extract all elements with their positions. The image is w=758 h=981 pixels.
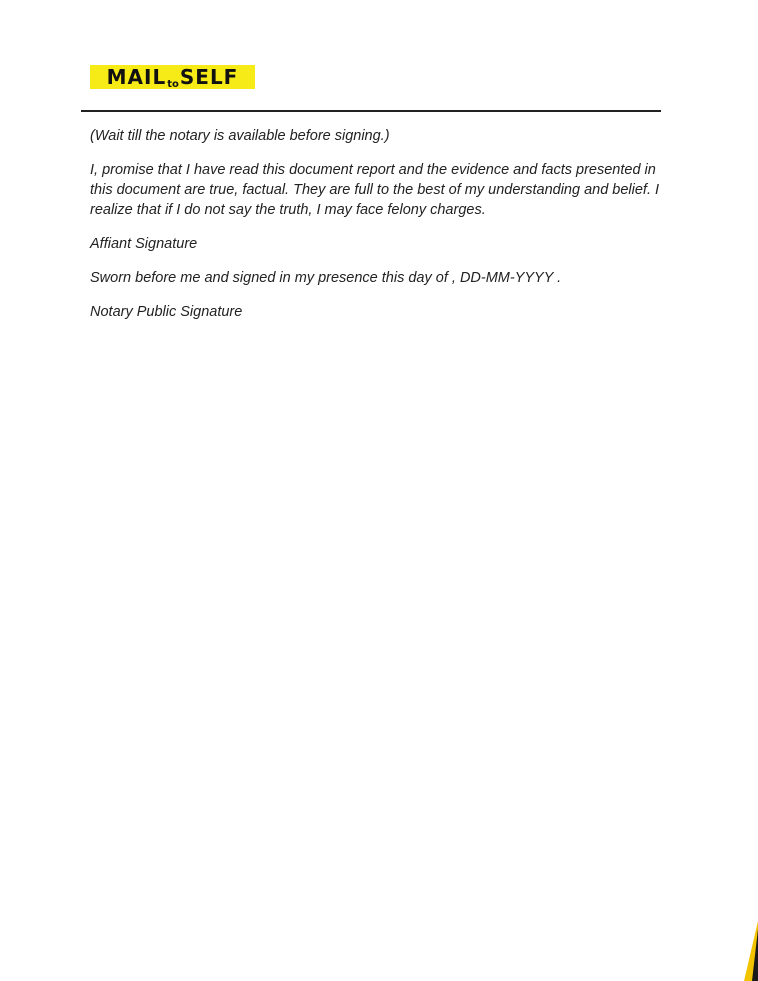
logo-text-to: to [167,79,179,90]
header-divider [81,110,661,112]
sworn-statement: Sworn before me and signed in my presence this day of , DD-MM-YYYY . [90,270,562,286]
notary-signature-label: Notary Public Signature [90,304,243,320]
promise-paragraph: I, promise that I have read this document report and the evidence and facts presented in this document are true, factual. They are full to the best of my understanding and belief. I realize that if I do not say the truth, I may face felony charges. [90,162,660,218]
wait-note: (Wait till the notary is available before signing.) [90,128,390,144]
mailtoself-logo [90,65,255,89]
logo-text-self: SELF [179,65,239,89]
affiant-signature-label: Affiant Signature [90,236,198,252]
corner-decoration [738,921,758,981]
logo-text-mail: MAIL [106,65,167,89]
document-body [90,126,670,336]
logo-wordmark [106,65,239,90]
